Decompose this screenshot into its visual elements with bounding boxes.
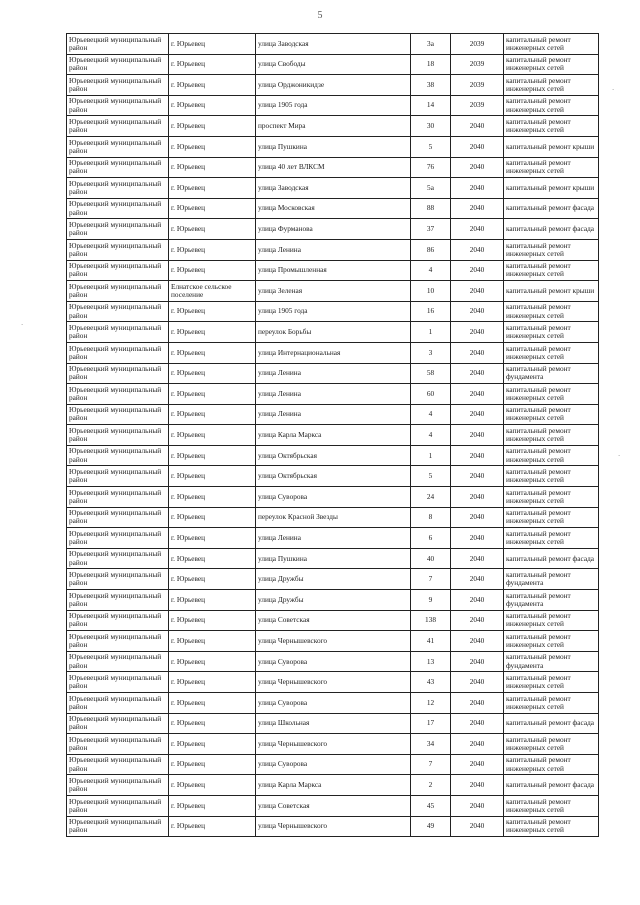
table-row bbox=[67, 404, 599, 425]
locality-cell: г. Юрьевец bbox=[169, 34, 256, 55]
street-cell: улица Суворова bbox=[256, 487, 411, 508]
street-cell: улица Чернышевского bbox=[256, 672, 411, 693]
table-row bbox=[67, 548, 599, 569]
house-number-cell: 1 bbox=[411, 445, 451, 466]
scan-speck: · bbox=[618, 452, 621, 460]
work-type-cell: капитальный ремонт крыши bbox=[504, 178, 599, 199]
locality-cell: г. Юрьевец bbox=[169, 590, 256, 611]
locality-cell: г. Юрьевец bbox=[169, 54, 256, 75]
house-number-cell: 58 bbox=[411, 363, 451, 384]
district-cell: Юрьевецкий муниципальный район bbox=[67, 507, 169, 528]
table-row bbox=[67, 775, 599, 796]
work-type-cell: капитальный ремонт инженерных сетей bbox=[504, 425, 599, 446]
street-cell: улица Фурманова bbox=[256, 219, 411, 240]
house-number-cell: 12 bbox=[411, 693, 451, 714]
year-cell: 2039 bbox=[451, 95, 504, 116]
locality-cell: г. Юрьевец bbox=[169, 384, 256, 405]
year-cell: 2040 bbox=[451, 219, 504, 240]
locality-cell: г. Юрьевец bbox=[169, 198, 256, 219]
house-number-cell: 37 bbox=[411, 219, 451, 240]
house-number-cell: 60 bbox=[411, 384, 451, 405]
house-number-cell: 6 bbox=[411, 528, 451, 549]
table-row bbox=[67, 693, 599, 714]
street-cell: улица Школьная bbox=[256, 713, 411, 734]
table-row bbox=[67, 54, 599, 75]
house-number-cell: 5 bbox=[411, 136, 451, 157]
year-cell: 2040 bbox=[451, 754, 504, 775]
work-type-cell: капитальный ремонт инженерных сетей bbox=[504, 610, 599, 631]
table-row bbox=[67, 487, 599, 508]
year-cell: 2040 bbox=[451, 198, 504, 219]
district-cell: Юрьевецкий муниципальный район bbox=[67, 322, 169, 343]
year-cell: 2039 bbox=[451, 54, 504, 75]
year-cell: 2040 bbox=[451, 569, 504, 590]
house-number-cell: 17 bbox=[411, 713, 451, 734]
locality-cell: г. Юрьевец bbox=[169, 425, 256, 446]
district-cell: Юрьевецкий муниципальный район bbox=[67, 528, 169, 549]
house-number-cell: 3а bbox=[411, 34, 451, 55]
work-type-cell: капитальный ремонт крыши bbox=[504, 136, 599, 157]
district-cell: Юрьевецкий муниципальный район bbox=[67, 795, 169, 816]
street-cell: улица 1905 года bbox=[256, 301, 411, 322]
house-number-cell: 1 bbox=[411, 322, 451, 343]
locality-cell: г. Юрьевец bbox=[169, 569, 256, 590]
year-cell: 2040 bbox=[451, 672, 504, 693]
work-type-cell: капитальный ремонт инженерных сетей bbox=[504, 734, 599, 755]
table-row bbox=[67, 260, 599, 281]
year-cell: 2040 bbox=[451, 301, 504, 322]
year-cell: 2040 bbox=[451, 528, 504, 549]
work-type-cell: капитальный ремонт инженерных сетей bbox=[504, 95, 599, 116]
locality-cell: г. Юрьевец bbox=[169, 466, 256, 487]
page-number: 5 bbox=[317, 10, 323, 21]
table-row bbox=[67, 281, 599, 302]
street-cell: улица Чернышевского bbox=[256, 734, 411, 755]
street-cell: улица Пушкина bbox=[256, 548, 411, 569]
district-cell: Юрьевецкий муниципальный район bbox=[67, 198, 169, 219]
year-cell: 2040 bbox=[451, 178, 504, 199]
year-cell: 2040 bbox=[451, 590, 504, 611]
street-cell: переулок Красной Звезды bbox=[256, 507, 411, 528]
district-cell: Юрьевецкий муниципальный район bbox=[67, 548, 169, 569]
locality-cell: г. Юрьевец bbox=[169, 95, 256, 116]
work-type-cell: капитальный ремонт фасада bbox=[504, 713, 599, 734]
district-cell: Юрьевецкий муниципальный район bbox=[67, 281, 169, 302]
work-type-cell: капитальный ремонт фундамента bbox=[504, 569, 599, 590]
house-number-cell: 16 bbox=[411, 301, 451, 322]
work-type-cell: капитальный ремонт инженерных сетей bbox=[504, 157, 599, 178]
district-cell: Юрьевецкий муниципальный район bbox=[67, 754, 169, 775]
locality-cell: г. Юрьевец bbox=[169, 631, 256, 652]
locality-cell: г. Юрьевец bbox=[169, 507, 256, 528]
year-cell: 2040 bbox=[451, 816, 504, 837]
house-number-cell: 13 bbox=[411, 651, 451, 672]
year-cell: 2040 bbox=[451, 795, 504, 816]
locality-cell: г. Юрьевец bbox=[169, 795, 256, 816]
year-cell: 2040 bbox=[451, 425, 504, 446]
table-row bbox=[67, 75, 599, 96]
street-cell: улица Дружбы bbox=[256, 569, 411, 590]
street-cell: улица Интернациональная bbox=[256, 342, 411, 363]
district-cell: Юрьевецкий муниципальный район bbox=[67, 342, 169, 363]
table-row bbox=[67, 198, 599, 219]
street-cell: улица Заводская bbox=[256, 34, 411, 55]
table-body bbox=[67, 34, 599, 837]
street-cell: проспект Мира bbox=[256, 116, 411, 137]
street-cell: улица Ленина bbox=[256, 363, 411, 384]
table-row bbox=[67, 178, 599, 199]
locality-cell: г. Юрьевец bbox=[169, 363, 256, 384]
district-cell: Юрьевецкий муниципальный район bbox=[67, 384, 169, 405]
district-cell: Юрьевецкий муниципальный район bbox=[67, 136, 169, 157]
locality-cell: г. Юрьевец bbox=[169, 322, 256, 343]
year-cell: 2040 bbox=[451, 631, 504, 652]
house-number-cell: 41 bbox=[411, 631, 451, 652]
district-cell: Юрьевецкий муниципальный район bbox=[67, 260, 169, 281]
locality-cell: г. Юрьевец bbox=[169, 178, 256, 199]
table-row bbox=[67, 713, 599, 734]
table-row bbox=[67, 239, 599, 260]
year-cell: 2040 bbox=[451, 445, 504, 466]
street-cell: улица Чернышевского bbox=[256, 816, 411, 837]
table-row bbox=[67, 342, 599, 363]
locality-cell: г. Юрьевец bbox=[169, 445, 256, 466]
table-row bbox=[67, 754, 599, 775]
house-number-cell: 24 bbox=[411, 487, 451, 508]
district-cell: Юрьевецкий муниципальный район bbox=[67, 631, 169, 652]
locality-cell: г. Юрьевец bbox=[169, 672, 256, 693]
street-cell: улица Ленина bbox=[256, 239, 411, 260]
table-row bbox=[67, 528, 599, 549]
table-row bbox=[67, 425, 599, 446]
house-number-cell: 18 bbox=[411, 54, 451, 75]
locality-cell: г. Юрьевец bbox=[169, 301, 256, 322]
year-cell: 2040 bbox=[451, 136, 504, 157]
street-cell: улица Советская bbox=[256, 610, 411, 631]
street-cell: улица Дружбы bbox=[256, 590, 411, 611]
locality-cell: г. Юрьевец bbox=[169, 610, 256, 631]
table-row bbox=[67, 816, 599, 837]
house-number-cell: 9 bbox=[411, 590, 451, 611]
year-cell: 2040 bbox=[451, 116, 504, 137]
table-row bbox=[67, 590, 599, 611]
year-cell: 2040 bbox=[451, 651, 504, 672]
table-row bbox=[67, 610, 599, 631]
street-cell: улица Заводская bbox=[256, 178, 411, 199]
street-cell: улица Октябрьская bbox=[256, 466, 411, 487]
house-number-cell: 8 bbox=[411, 507, 451, 528]
street-cell: улица Свободы bbox=[256, 54, 411, 75]
street-cell: улица Пушкина bbox=[256, 136, 411, 157]
district-cell: Юрьевецкий муниципальный район bbox=[67, 487, 169, 508]
table-row bbox=[67, 795, 599, 816]
locality-cell: г. Юрьевец bbox=[169, 548, 256, 569]
locality-cell: г. Юрьевец bbox=[169, 693, 256, 714]
street-cell: переулок Борьбы bbox=[256, 322, 411, 343]
work-type-cell: капитальный ремонт инженерных сетей bbox=[504, 445, 599, 466]
house-number-cell: 2 bbox=[411, 775, 451, 796]
district-cell: Юрьевецкий муниципальный район bbox=[67, 178, 169, 199]
house-number-cell: 5 bbox=[411, 466, 451, 487]
work-type-cell: капитальный ремонт инженерных сетей bbox=[504, 672, 599, 693]
house-number-cell: 43 bbox=[411, 672, 451, 693]
house-number-cell: 3 bbox=[411, 342, 451, 363]
house-number-cell: 10 bbox=[411, 281, 451, 302]
locality-cell: г. Юрьевец bbox=[169, 260, 256, 281]
work-type-cell: капитальный ремонт инженерных сетей bbox=[504, 507, 599, 528]
district-cell: Юрьевецкий муниципальный район bbox=[67, 445, 169, 466]
house-number-cell: 7 bbox=[411, 754, 451, 775]
year-cell: 2040 bbox=[451, 713, 504, 734]
work-type-cell: капитальный ремонт инженерных сетей bbox=[504, 816, 599, 837]
house-number-cell: 30 bbox=[411, 116, 451, 137]
work-type-cell: капитальный ремонт инженерных сетей bbox=[504, 631, 599, 652]
locality-cell: г. Юрьевец bbox=[169, 404, 256, 425]
year-cell: 2040 bbox=[451, 384, 504, 405]
street-cell: улица Ленина bbox=[256, 404, 411, 425]
district-cell: Юрьевецкий муниципальный район bbox=[67, 569, 169, 590]
table-row bbox=[67, 116, 599, 137]
scan-speck: · bbox=[21, 321, 24, 329]
work-type-cell: капитальный ремонт инженерных сетей bbox=[504, 693, 599, 714]
street-cell: улица 40 лет ВЛКСМ bbox=[256, 157, 411, 178]
district-cell: Юрьевецкий муниципальный район bbox=[67, 34, 169, 55]
year-cell: 2040 bbox=[451, 322, 504, 343]
locality-cell: г. Юрьевец bbox=[169, 816, 256, 837]
table-row bbox=[67, 672, 599, 693]
house-number-cell: 5а bbox=[411, 178, 451, 199]
work-type-cell: капитальный ремонт инженерных сетей bbox=[504, 342, 599, 363]
street-cell: улица 1905 года bbox=[256, 95, 411, 116]
locality-cell: г. Юрьевец bbox=[169, 157, 256, 178]
house-number-cell: 7 bbox=[411, 569, 451, 590]
scan-speck: · bbox=[612, 86, 615, 94]
house-number-cell: 4 bbox=[411, 260, 451, 281]
street-cell: улица Карла Маркса bbox=[256, 425, 411, 446]
street-cell: улица Суворова bbox=[256, 754, 411, 775]
locality-cell: г. Юрьевец bbox=[169, 754, 256, 775]
district-cell: Юрьевецкий муниципальный район bbox=[67, 404, 169, 425]
year-cell: 2040 bbox=[451, 466, 504, 487]
work-type-cell: капитальный ремонт фундамента bbox=[504, 363, 599, 384]
district-cell: Юрьевецкий муниципальный район bbox=[67, 610, 169, 631]
work-type-cell: капитальный ремонт фасада bbox=[504, 548, 599, 569]
work-type-cell: капитальный ремонт фасада bbox=[504, 198, 599, 219]
table-row bbox=[67, 219, 599, 240]
district-cell: Юрьевецкий муниципальный район bbox=[67, 363, 169, 384]
table-row bbox=[67, 734, 599, 755]
table-row bbox=[67, 34, 599, 55]
district-cell: Юрьевецкий муниципальный район bbox=[67, 301, 169, 322]
table-row bbox=[67, 301, 599, 322]
house-number-cell: 40 bbox=[411, 548, 451, 569]
locality-cell: г. Юрьевец bbox=[169, 734, 256, 755]
year-cell: 2040 bbox=[451, 548, 504, 569]
district-cell: Юрьевецкий муниципальный район bbox=[67, 54, 169, 75]
district-cell: Юрьевецкий муниципальный район bbox=[67, 590, 169, 611]
district-cell: Юрьевецкий муниципальный район bbox=[67, 713, 169, 734]
table-row bbox=[67, 507, 599, 528]
work-type-cell: капитальный ремонт инженерных сетей bbox=[504, 260, 599, 281]
table-row bbox=[67, 322, 599, 343]
street-cell: улица Суворова bbox=[256, 693, 411, 714]
street-cell: улица Суворова bbox=[256, 651, 411, 672]
table-row bbox=[67, 631, 599, 652]
locality-cell: г. Юрьевец bbox=[169, 775, 256, 796]
street-cell: улица Советская bbox=[256, 795, 411, 816]
street-cell: улица Орджоникидзе bbox=[256, 75, 411, 96]
year-cell: 2040 bbox=[451, 239, 504, 260]
table-row bbox=[67, 136, 599, 157]
house-number-cell: 4 bbox=[411, 404, 451, 425]
street-cell: улица Ленина bbox=[256, 384, 411, 405]
year-cell: 2039 bbox=[451, 75, 504, 96]
repair-schedule-table bbox=[66, 33, 599, 837]
street-cell: улица Московская bbox=[256, 198, 411, 219]
table-row bbox=[67, 445, 599, 466]
district-cell: Юрьевецкий муниципальный район bbox=[67, 672, 169, 693]
work-type-cell: капитальный ремонт крыши bbox=[504, 281, 599, 302]
locality-cell: г. Юрьевец bbox=[169, 219, 256, 240]
locality-cell: г. Юрьевец bbox=[169, 713, 256, 734]
district-cell: Юрьевецкий муниципальный район bbox=[67, 116, 169, 137]
locality-cell: г. Юрьевец bbox=[169, 528, 256, 549]
locality-cell: г. Юрьевец bbox=[169, 651, 256, 672]
year-cell: 2040 bbox=[451, 260, 504, 281]
work-type-cell: капитальный ремонт инженерных сетей bbox=[504, 754, 599, 775]
house-number-cell: 4 bbox=[411, 425, 451, 446]
house-number-cell: 86 bbox=[411, 239, 451, 260]
locality-cell: г. Юрьевец bbox=[169, 342, 256, 363]
year-cell: 2039 bbox=[451, 34, 504, 55]
work-type-cell: капитальный ремонт инженерных сетей bbox=[504, 301, 599, 322]
work-type-cell: капитальный ремонт инженерных сетей bbox=[504, 75, 599, 96]
district-cell: Юрьевецкий муниципальный район bbox=[67, 425, 169, 446]
year-cell: 2040 bbox=[451, 281, 504, 302]
work-type-cell: капитальный ремонт инженерных сетей bbox=[504, 239, 599, 260]
house-number-cell: 76 bbox=[411, 157, 451, 178]
work-type-cell: капитальный ремонт фасада bbox=[504, 219, 599, 240]
table-row bbox=[67, 651, 599, 672]
work-type-cell: капитальный ремонт инженерных сетей bbox=[504, 795, 599, 816]
street-cell: улица Октябрьская bbox=[256, 445, 411, 466]
district-cell: Юрьевецкий муниципальный район bbox=[67, 239, 169, 260]
year-cell: 2040 bbox=[451, 363, 504, 384]
house-number-cell: 34 bbox=[411, 734, 451, 755]
locality-cell: Елнатское сельское поселение bbox=[169, 281, 256, 302]
work-type-cell: капитальный ремонт фундамента bbox=[504, 651, 599, 672]
house-number-cell: 45 bbox=[411, 795, 451, 816]
year-cell: 2040 bbox=[451, 487, 504, 508]
year-cell: 2040 bbox=[451, 775, 504, 796]
street-cell: улица Промышленная bbox=[256, 260, 411, 281]
year-cell: 2040 bbox=[451, 507, 504, 528]
street-cell: улица Зеленая bbox=[256, 281, 411, 302]
locality-cell: г. Юрьевец bbox=[169, 136, 256, 157]
house-number-cell: 49 bbox=[411, 816, 451, 837]
house-number-cell: 88 bbox=[411, 198, 451, 219]
work-type-cell: капитальный ремонт инженерных сетей bbox=[504, 116, 599, 137]
house-number-cell: 138 bbox=[411, 610, 451, 631]
table-row bbox=[67, 363, 599, 384]
work-type-cell: капитальный ремонт инженерных сетей bbox=[504, 528, 599, 549]
house-number-cell: 38 bbox=[411, 75, 451, 96]
table-row bbox=[67, 466, 599, 487]
street-cell: улица Чернышевского bbox=[256, 631, 411, 652]
year-cell: 2040 bbox=[451, 404, 504, 425]
house-number-cell: 14 bbox=[411, 95, 451, 116]
work-type-cell: капитальный ремонт инженерных сетей bbox=[504, 487, 599, 508]
table-row bbox=[67, 569, 599, 590]
district-cell: Юрьевецкий муниципальный район bbox=[67, 157, 169, 178]
year-cell: 2040 bbox=[451, 610, 504, 631]
work-type-cell: капитальный ремонт инженерных сетей bbox=[504, 54, 599, 75]
year-cell: 2040 bbox=[451, 342, 504, 363]
work-type-cell: капитальный ремонт фундамента bbox=[504, 590, 599, 611]
work-type-cell: капитальный ремонт инженерных сетей bbox=[504, 34, 599, 55]
locality-cell: г. Юрьевец bbox=[169, 487, 256, 508]
work-type-cell: капитальный ремонт инженерных сетей bbox=[504, 384, 599, 405]
street-cell: улица Ленина bbox=[256, 528, 411, 549]
district-cell: Юрьевецкий муниципальный район bbox=[67, 693, 169, 714]
locality-cell: г. Юрьевец bbox=[169, 116, 256, 137]
table-row bbox=[67, 157, 599, 178]
district-cell: Юрьевецкий муниципальный район bbox=[67, 816, 169, 837]
work-type-cell: капитальный ремонт инженерных сетей bbox=[504, 466, 599, 487]
year-cell: 2040 bbox=[451, 734, 504, 755]
year-cell: 2040 bbox=[451, 693, 504, 714]
work-type-cell: капитальный ремонт фасада bbox=[504, 775, 599, 796]
year-cell: 2040 bbox=[451, 157, 504, 178]
district-cell: Юрьевецкий муниципальный район bbox=[67, 219, 169, 240]
district-cell: Юрьевецкий муниципальный район bbox=[67, 466, 169, 487]
district-cell: Юрьевецкий муниципальный район bbox=[67, 775, 169, 796]
district-cell: Юрьевецкий муниципальный район bbox=[67, 95, 169, 116]
locality-cell: г. Юрьевец bbox=[169, 239, 256, 260]
locality-cell: г. Юрьевец bbox=[169, 75, 256, 96]
work-type-cell: капитальный ремонт инженерных сетей bbox=[504, 404, 599, 425]
work-type-cell: капитальный ремонт инженерных сетей bbox=[504, 322, 599, 343]
table-row bbox=[67, 384, 599, 405]
district-cell: Юрьевецкий муниципальный район bbox=[67, 651, 169, 672]
district-cell: Юрьевецкий муниципальный район bbox=[67, 734, 169, 755]
table-row bbox=[67, 95, 599, 116]
street-cell: улица Карла Маркса bbox=[256, 775, 411, 796]
district-cell: Юрьевецкий муниципальный район bbox=[67, 75, 169, 96]
